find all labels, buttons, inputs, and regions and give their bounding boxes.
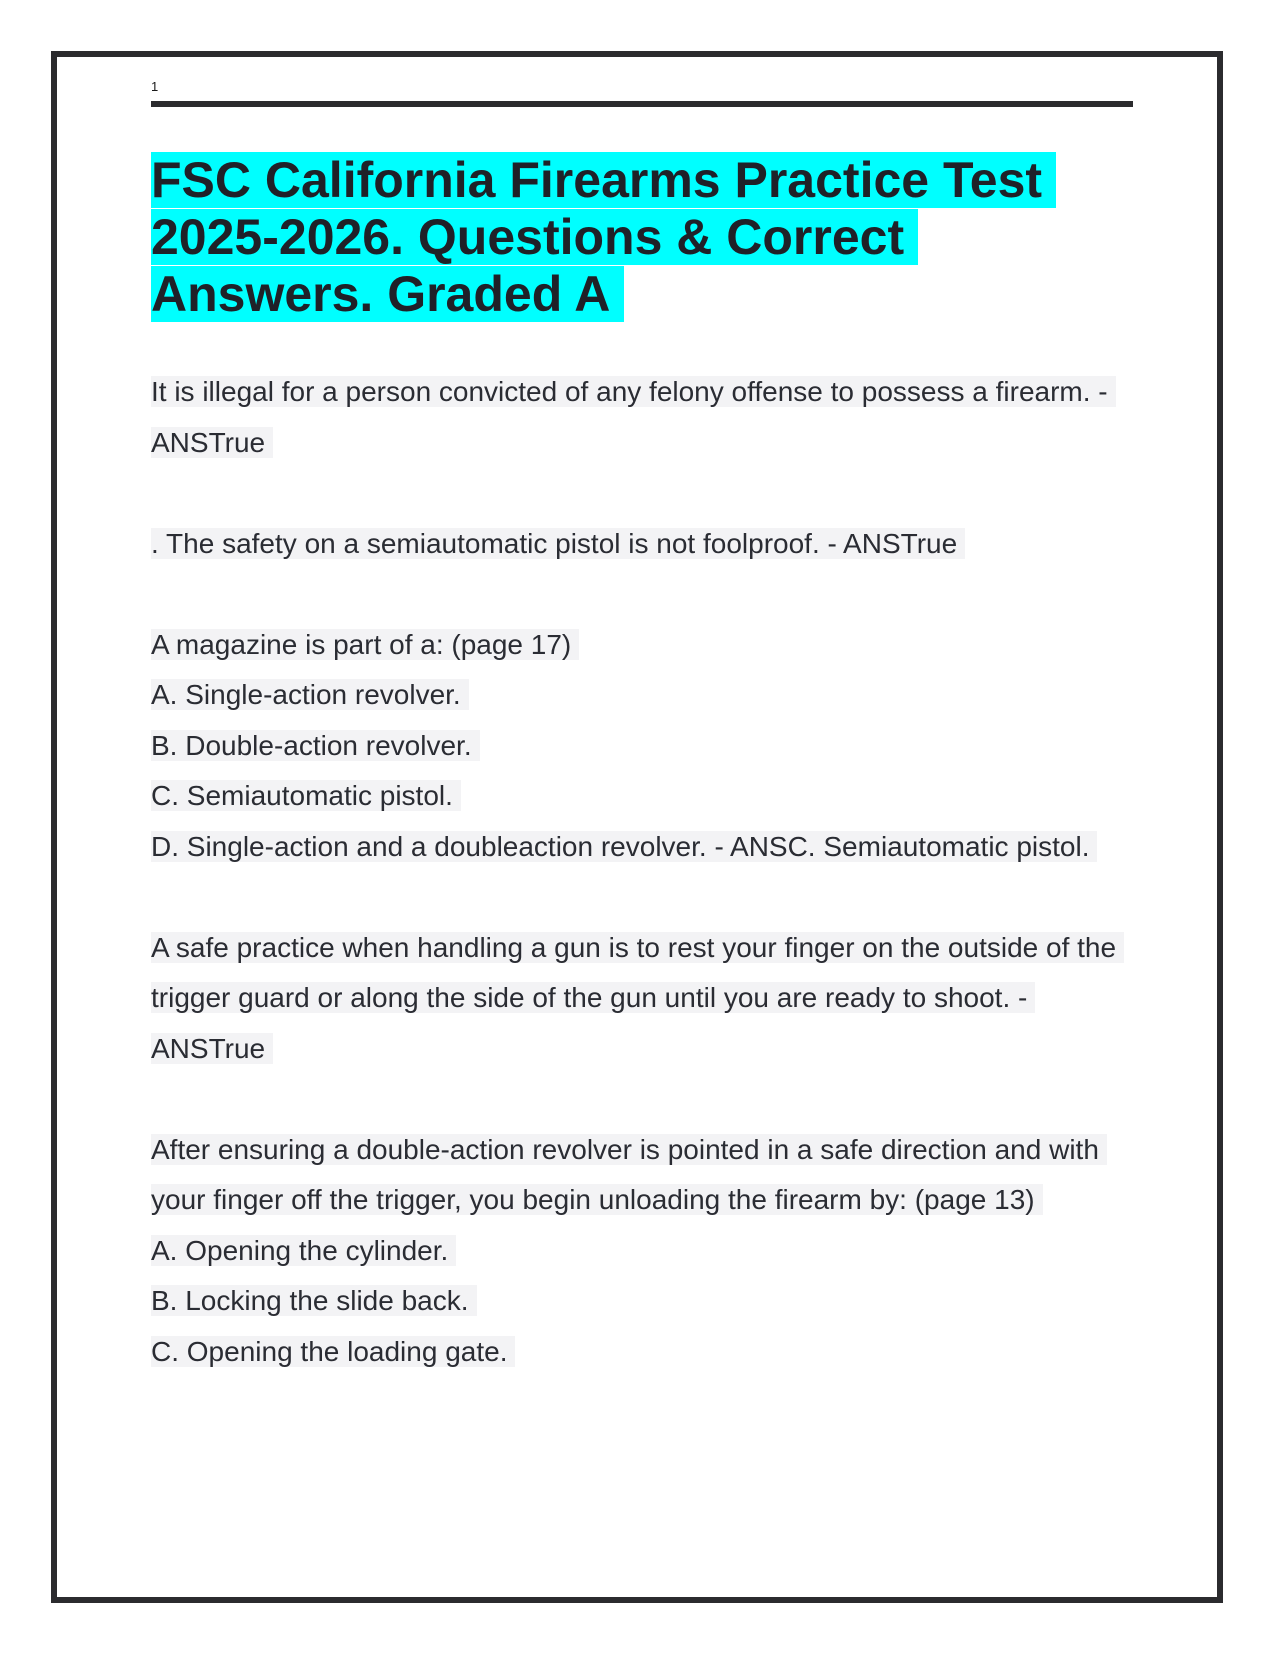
qa-text: It is illegal for a person convicted of any felony offense to possess a firearm. - ANSTrue [151,376,1116,458]
qa-item-unloading [151,1125,1141,1378]
qa-item-safety [151,519,1141,570]
answer-option: A. Single-action revolver. [151,679,469,710]
question-text: After ensuring a double-action revolver is pointed in a safe direction and with your finger off the trigger, you begin unloading the firearm by: (page 13) [151,1134,1107,1216]
answer-option: C. Opening the loading gate. [151,1336,515,1367]
page-number: 1 [151,79,159,94]
document-title-text: FSC California Firearms Practice Test 2025-2026. Questions & Correct Answers. Graded A [151,152,1056,322]
answer-option: B. Locking the slide back. [151,1285,477,1316]
qa-text: . The safety on a semiautomatic pistol is not foolproof. - ANSTrue [151,528,965,559]
qa-item-trigger-finger [151,923,1141,1075]
answer-option: A. Opening the cylinder. [151,1235,456,1266]
answer-option: D. Single-action and a doubleaction revolver. - ANSC. Semiautomatic pistol. [151,831,1097,862]
qa-item-felony [151,367,1141,468]
document-title [151,152,1111,323]
qa-text: A safe practice when handling a gun is to rest your finger on the outside of the trigger guard or along the side of the gun until you are ready to shoot. - ANSTrue [151,932,1124,1064]
question-text: A magazine is part of a: (page 17) [151,629,579,660]
header-rule [151,101,1133,107]
answer-option: B. Double-action revolver. [151,730,480,761]
answer-option: C. Semiautomatic pistol. [151,780,461,811]
qa-item-magazine [151,620,1141,873]
document-body [151,367,1141,1428]
